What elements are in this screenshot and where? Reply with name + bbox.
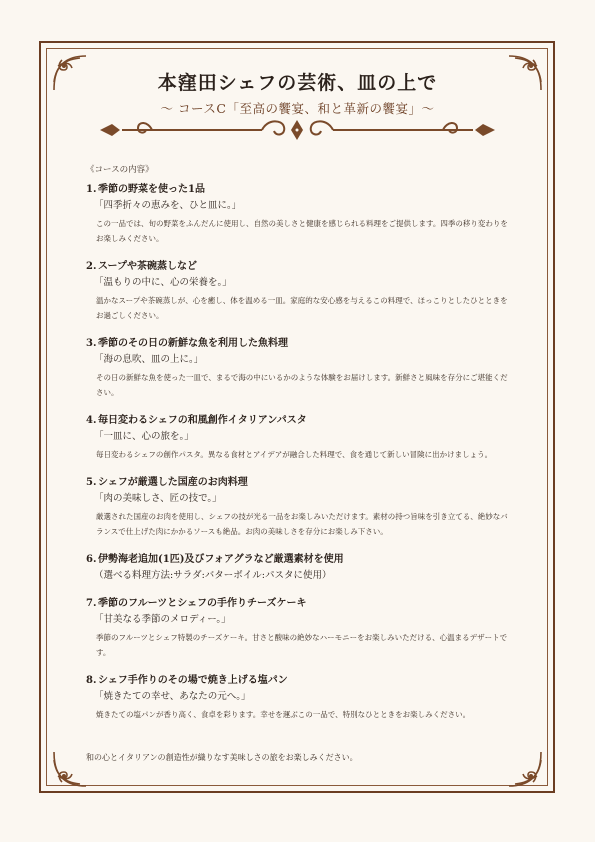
title-ornament-icon [92,115,503,145]
course-item [86,183,516,246]
course-item-heading [86,476,516,489]
course-item-title: 季節の野菜を使った1品 [98,184,205,195]
course-item-description: 温かなスープや茶碗蒸しが、心を癒し、体を温める一皿。家庭的な安心感を与えるこの料理で、ほっこりとしたひとときをお過ごしください。 [96,296,508,320]
course-item-tagline: 「焼きたての幸せ、あなたの元へ。」 [94,691,251,702]
course-item-number: 3. [86,338,97,349]
course-item-tagline: 「肉の美味しさ、匠の技で。」 [94,493,222,504]
course-item [86,674,516,722]
menu-content [86,163,516,736]
course-item-heading [86,260,516,273]
course-item-title: 伊勢海老追加(1匹)及びフォアグラなど厳選素材を使用 [98,554,344,565]
course-subtitle: ～ コースC「至高の饗宴、和と革新の饗宴」～ [160,101,435,116]
course-item [86,260,516,323]
course-item [86,337,516,400]
course-item-tagline: 「四季折々の恵みを、ひと皿に。」 [94,200,242,211]
course-item-tagline: 「温もりの中に、心の栄養を。」 [94,277,232,288]
course-item-description: その日の新鮮な魚を使った一皿で、まるで海の中にいるかのような体験をお届けします。新鮮さと風味を存分にご堪能ください。 [96,373,508,397]
course-item-tagline: 「一皿に、心の旅を。」 [94,431,194,442]
course-item-number: 8. [86,675,97,686]
course-item-tagline: （選べる料理方法:サラダ:バターボイル:パスタに使用） [94,570,332,581]
closing-message: 和の心とイタリアンの創造性が織りなす美味しさの旅をお楽しみください。 [86,753,358,762]
course-item-heading [86,337,516,350]
section-label: 《コースの内容》 [86,165,154,175]
course-item-tagline: 「海の息吹、皿の上に。」 [94,354,204,365]
course-item [86,553,516,583]
page-title: 本窪田シェフの芸術、皿の上で [157,72,438,94]
course-item-title: 毎日変わるシェフの和風創作イタリアンパスタ [98,415,307,426]
course-item-heading [86,183,516,196]
course-item-title: シェフが厳選した国産のお肉料理 [98,477,248,488]
course-item-tagline: 「甘美なる季節のメロディー。」 [94,614,231,625]
course-item-heading [86,414,516,427]
course-item-description: 厳選された国産のお肉を使用し、シェフの技が光る一品をお楽しみいただけます。素材の持つ旨味を引き立てる、絶妙なバランスで仕上げた肉にかかるソースも絶品。お肉の美味しさを存分にお楽しみ下さい。 [96,512,508,536]
course-item-heading [86,597,516,610]
course-item-description: 季節のフルーツとシェフ特製のチーズケーキ。甘さと酸味の絶妙なハーモニーをお楽しみいただける、心温まるデザートです。 [96,633,508,657]
course-item-number: 7. [86,598,97,609]
course-item-number: 6. [86,554,97,565]
course-item-heading [86,674,516,687]
course-item-description: 毎日変わるシェフの創作パスタ。異なる食材とアイデアが融合した料理で、食を通じて新しい冒険に出かけましょう。 [96,450,493,459]
course-item-title: スープや茶碗蒸しなど [98,261,197,272]
course-item-description: この一品では、旬の野菜をふんだんに使用し、自然の美しさと健康を感じられる料理をご提供します。四季の移り変わりをお楽しみください。 [96,219,508,243]
course-item-heading [86,553,516,566]
course-item [86,597,516,660]
course-item [86,414,516,462]
course-item-number: 4. [86,415,97,426]
course-item-title: シェフ手作りのその場で焼き上げる塩パン [98,675,288,686]
course-item-title: 季節のその日の新鮮な魚を利用した魚料理 [98,338,288,349]
course-item-description: 焼きたての塩パンが香り高く、食卓を彩ります。幸せを運ぶこの一品で、特別なひとときをお楽しみください。 [96,710,471,719]
course-item-number: 1. [86,184,97,195]
course-item-number: 5. [86,477,97,488]
course-item-number: 2. [86,261,97,272]
course-item [86,476,516,539]
course-item-title: 季節のフルーツとシェフの手作りチーズケーキ [98,598,307,609]
